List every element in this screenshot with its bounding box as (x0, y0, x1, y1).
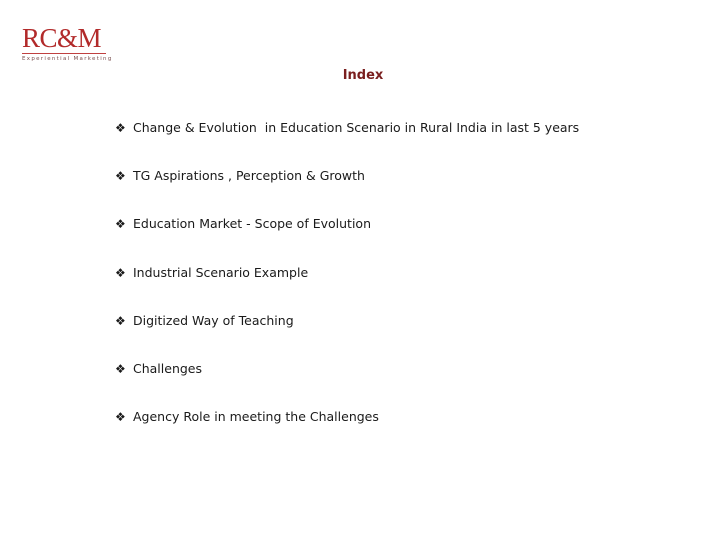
diamond-bullet-icon: ❖ (115, 217, 126, 232)
list-item-text: Change & Evolution in Education Scenario in Rural India in last 5 years (133, 120, 580, 135)
page-title (0, 68, 728, 83)
index-list (115, 120, 579, 457)
list-item-text: TG Aspirations , Perception & Growth (133, 168, 365, 184)
list-item (115, 409, 579, 457)
list-item-text: Digitized Way of Teaching (133, 312, 294, 328)
list-item (115, 120, 579, 168)
list-item (115, 313, 579, 361)
list-item (115, 265, 579, 313)
diamond-bullet-icon: ❖ (115, 121, 126, 135)
logo-divider (22, 53, 106, 54)
logo-tagline: Experiential Marketing (22, 56, 113, 62)
list-item-text: Education Market - Scope of Evolution (133, 216, 371, 232)
list-item-text: Industrial Scenario Example (133, 264, 309, 280)
list-item (115, 216, 579, 264)
company-logo (22, 25, 122, 62)
diamond-bullet-icon: ❖ (115, 169, 126, 184)
diamond-bullet-icon: ❖ (115, 313, 126, 328)
list-item (115, 361, 579, 409)
page-title-text: Index (342, 68, 384, 83)
list-item-text: Agency Role in meeting the Challenges (133, 409, 379, 425)
list-item-text: Challenges (133, 360, 203, 376)
diamond-bullet-icon: ❖ (115, 265, 126, 280)
diamond-bullet-icon: ❖ (115, 361, 126, 376)
diamond-bullet-icon: ❖ (115, 410, 126, 425)
list-item (115, 168, 579, 216)
logo-wordmark: RC&M (22, 23, 102, 53)
